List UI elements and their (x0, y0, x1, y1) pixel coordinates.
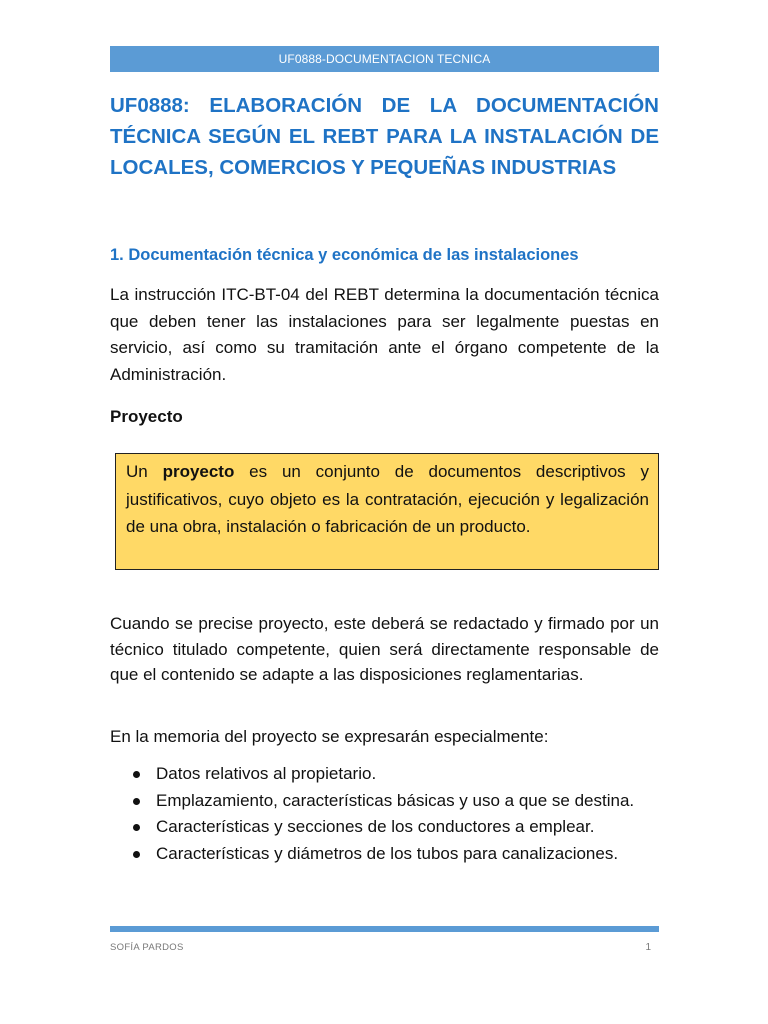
memoria-list (110, 761, 659, 867)
bullet-icon (133, 771, 140, 778)
list-item-text: Datos relativos al propietario. (156, 764, 377, 783)
list-item (110, 814, 659, 840)
proyecto-paragraph: Cuando se precise proyecto, este deberá se redactado y firmado por un técnico titulado competente, quien será directamente responsable de que el contenido se adapte a las disposiciones reglamentarias. (110, 614, 659, 684)
intro-paragraph: La instrucción ITC-BT-04 del REBT determina la documentación técnica que deben tener las instalaciones para ser legalmente puestas en servicio, así como su tramitación ante el órgano competente de la Administración. (110, 285, 659, 384)
bullet-icon (133, 851, 140, 858)
bullet-icon (133, 824, 140, 831)
section-heading: 1. Documentación técnica y económica de las instalaciones (110, 246, 579, 264)
page-header-bar (110, 46, 659, 72)
page-number: 1 (645, 942, 651, 953)
footer-bar (110, 926, 659, 932)
callout-lead: Un (126, 462, 163, 481)
list-item-text: Emplazamiento, características básicas y uso a que se destina. (156, 790, 635, 810)
list-item-text: Características y diámetros de los tubos para canalizaciones. (156, 843, 619, 863)
definition-callout (115, 453, 659, 570)
list-item (110, 788, 659, 814)
document-title: UF0888: ELABORACIÓN DE LA DOCUMENTACIÓN TÉCNICA SEGÚN EL REBT PARA LA INSTALACIÓN DE LOCALES, COMERCIOS Y PEQUEÑAS INDUSTRIAS (110, 94, 659, 179)
list-item (110, 841, 659, 867)
callout-rest: es un conjunto de documentos descriptivos y justificativos, cuyo objeto es la contratación, ejecución y legalización de una obra, instalación o fabricación de un producto. (126, 462, 649, 536)
proyecto-heading: Proyecto (110, 407, 183, 426)
header-text: UF0888-DOCUMENTACION TECNICA (278, 52, 491, 66)
footer-author: SOFÍA PARDOS (110, 942, 184, 953)
bullet-icon (133, 798, 140, 805)
list-item (110, 761, 659, 787)
memoria-intro: En la memoria del proyecto se expresarán especialmente: (110, 727, 549, 746)
callout-term: proyecto (162, 462, 235, 481)
list-item-text: Características y secciones de los conductores a emplear. (156, 817, 595, 836)
